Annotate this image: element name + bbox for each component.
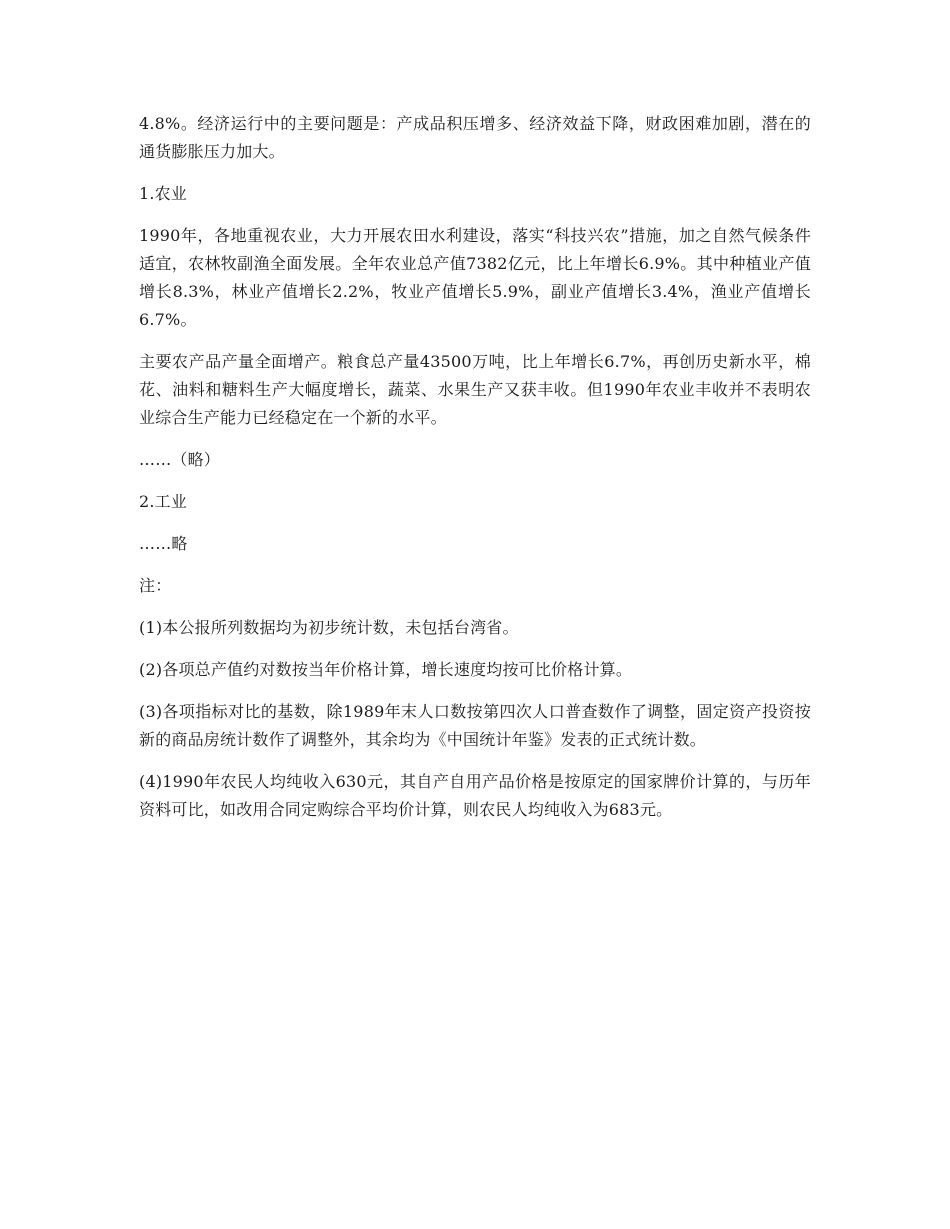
paragraph-economic-problems: 4.8%。经济运行中的主要问题是：产成品积压增多、经济效益下降，财政困难加剧，潜在的通货膨胀压力加大。 <box>139 114 811 161</box>
paragraph-omitted-2: ……略 <box>139 534 188 553</box>
paragraph-crop-production: 主要农产品产量全面增产。粮食总产量43500万吨，比上年增长6.7%，再创历史新水平，棉花、油料和糖料生产大幅度增长，蔬菜、水果生产又获丰收。但1990年农业丰收并不表明农业综合生产能力已经稳定在一个新的水平。 <box>139 352 811 427</box>
note-1: (1)本公报所列数据均为初步统计数，未包括台湾省。 <box>139 618 519 637</box>
paragraph-omitted-1: ……（略） <box>139 450 221 469</box>
section-heading-agriculture: 1.农业 <box>139 184 188 203</box>
paragraph-agriculture-output: 1990年，各地重视农业，大力开展农田水利建设，落实“科技兴农”措施，加之自然气候条件适宜，农林牧副渔全面发展。全年农业总产值7382亿元，比上年增长6.9%。其中种植业产值增长8.3%，林业产值增长2.2%，牧业产值增长5.9%，副业产值增长3.4%，渔业产值增长6.7%。 <box>139 226 811 329</box>
document-body <box>139 110 811 838</box>
notes-heading: 注： <box>139 576 172 595</box>
section-heading-industry: 2.工业 <box>139 492 188 511</box>
note-3: (3)各项指标对比的基数，除1989年末人口数按第四次人口普查数作了调整，固定资产投资按新的商品房统计数作了调整外，其余均为《中国统计年鉴》发表的正式统计数。 <box>139 702 811 749</box>
note-4: (4)1990年农民人均纯收入630元，其自产自用产品价格是按原定的国家牌价计算的，与历年资料可比，如改用合同定购综合平均价计算，则农民人均纯收入为683元。 <box>139 772 811 819</box>
note-2: (2)各项总产值约对数按当年价格计算，增长速度均按可比价格计算。 <box>139 660 633 679</box>
